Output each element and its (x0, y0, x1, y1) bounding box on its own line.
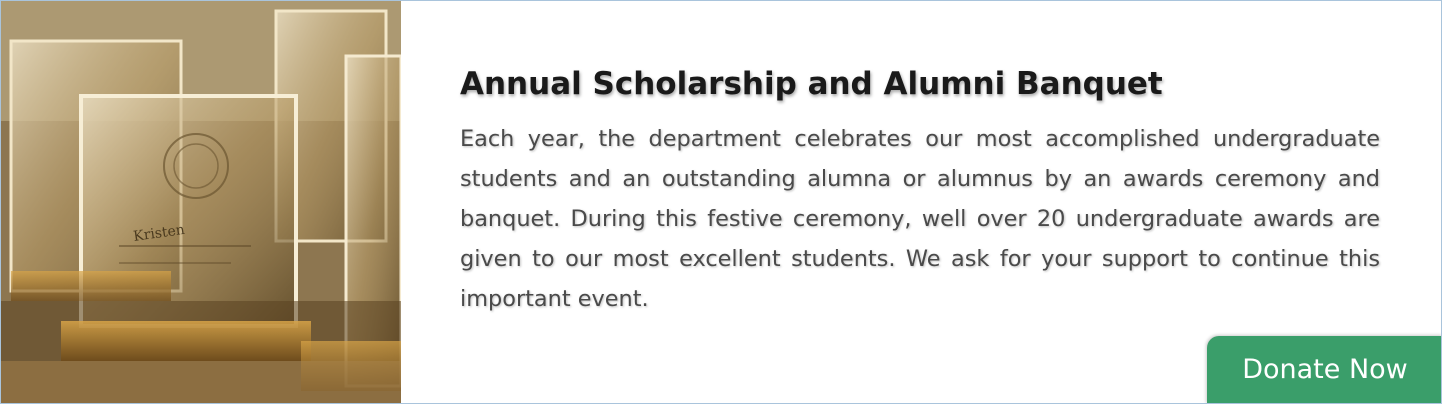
banquet-content (460, 61, 1380, 319)
crystal-awards-image (1, 1, 401, 403)
plaque-engraving: Kristen (132, 221, 186, 245)
banquet-title: Annual Scholarship and Alumni Banquet (460, 66, 1163, 102)
banquet-description: Each year, the department celebrates our most accomplished undergraduate students and an outstanding alumna or alumnus by an awards ceremony and banquet. During this festive ceremony, well over 20 undergraduate awards are given to our most excellent students. We ask for your support to continue this important event. (460, 126, 1380, 312)
donate-now-button[interactable]: Donate Now (1207, 336, 1442, 404)
awards-photo (1, 1, 401, 403)
